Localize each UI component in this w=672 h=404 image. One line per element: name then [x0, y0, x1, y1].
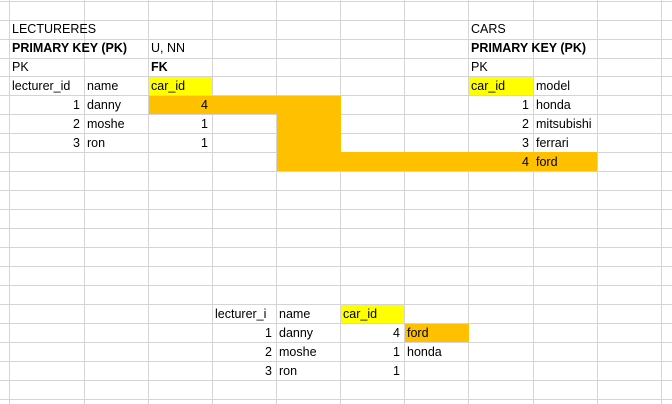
- lecturers-row-id: 3: [73, 136, 80, 150]
- lecturers-fk-label: FK: [151, 60, 168, 74]
- gridline: [0, 58, 672, 59]
- lecturers-row-name: ron: [87, 136, 106, 150]
- gridline: [0, 399, 672, 400]
- lecturers-header-id: lecturer_id: [12, 79, 71, 93]
- lecturers-row-name: danny: [87, 98, 122, 112]
- lecturers-header-name: name: [87, 79, 119, 93]
- cars-pk-short: PK: [471, 60, 488, 74]
- cars-header-model: model: [536, 79, 571, 93]
- cars-row-model: ferrari: [536, 136, 569, 150]
- fk-link-vertical: [277, 114, 341, 153]
- joined-row-model: ford: [407, 326, 429, 340]
- joined-row-id: 1: [265, 326, 272, 340]
- joined-row-car-id: 4: [393, 326, 400, 340]
- joined-row-model: honda: [407, 345, 442, 359]
- gridline: [0, 247, 672, 248]
- cars-title: CARS: [471, 22, 506, 36]
- lecturers-row-id: 2: [73, 117, 80, 131]
- gridline: [0, 228, 672, 229]
- cars-header-car-id: car_id: [471, 79, 506, 93]
- joined-row-id: 2: [265, 345, 272, 359]
- gridline: [0, 190, 672, 191]
- cars-row-model: ford: [536, 155, 558, 169]
- cars-row-id: 3: [522, 136, 529, 150]
- lecturers-row-car-id: 1: [201, 136, 208, 150]
- joined-row-name: moshe: [279, 345, 317, 359]
- joined-header-name: name: [279, 307, 311, 321]
- lecturers-row-car-id: 4: [201, 98, 208, 112]
- joined-header-car-id: car_id: [343, 307, 378, 321]
- joined-row-name: danny: [279, 326, 314, 340]
- joined-row-id: 3: [265, 364, 272, 378]
- lecturers-row-name: moshe: [87, 117, 125, 131]
- cars-row-model: mitsubishi: [536, 117, 592, 131]
- lecturers-header-car-id: car_id: [151, 79, 186, 93]
- joined-row-name: ron: [279, 364, 298, 378]
- gridline: [661, 0, 662, 404]
- cars-row-id: 2: [522, 117, 529, 131]
- gridline: [0, 266, 672, 267]
- joined-row-car-id: 1: [393, 345, 400, 359]
- gridline: [533, 0, 534, 404]
- lecturers-constraint-label: U, NN: [151, 41, 186, 55]
- gridline: [597, 0, 598, 404]
- gridline: [0, 1, 672, 2]
- cars-pk-label: PRIMARY KEY (PK): [471, 41, 587, 55]
- gridline: [0, 209, 672, 210]
- cars-row-model: honda: [536, 98, 571, 112]
- gridline: [84, 0, 85, 404]
- joined-row-car-id: 1: [393, 364, 400, 378]
- cars-row-id: 4: [522, 155, 529, 169]
- lecturers-pk-label: PRIMARY KEY (PK): [12, 41, 128, 55]
- gridline: [0, 285, 672, 286]
- lecturers-pk-short: PK: [12, 60, 29, 74]
- lecturers-title: LECTURERES: [12, 22, 97, 36]
- lecturers-row-id: 1: [73, 98, 80, 112]
- joined-header-id: lecturer_i: [215, 307, 267, 321]
- lecturers-row-car-id: 1: [201, 117, 208, 131]
- cars-row-id: 1: [522, 98, 529, 112]
